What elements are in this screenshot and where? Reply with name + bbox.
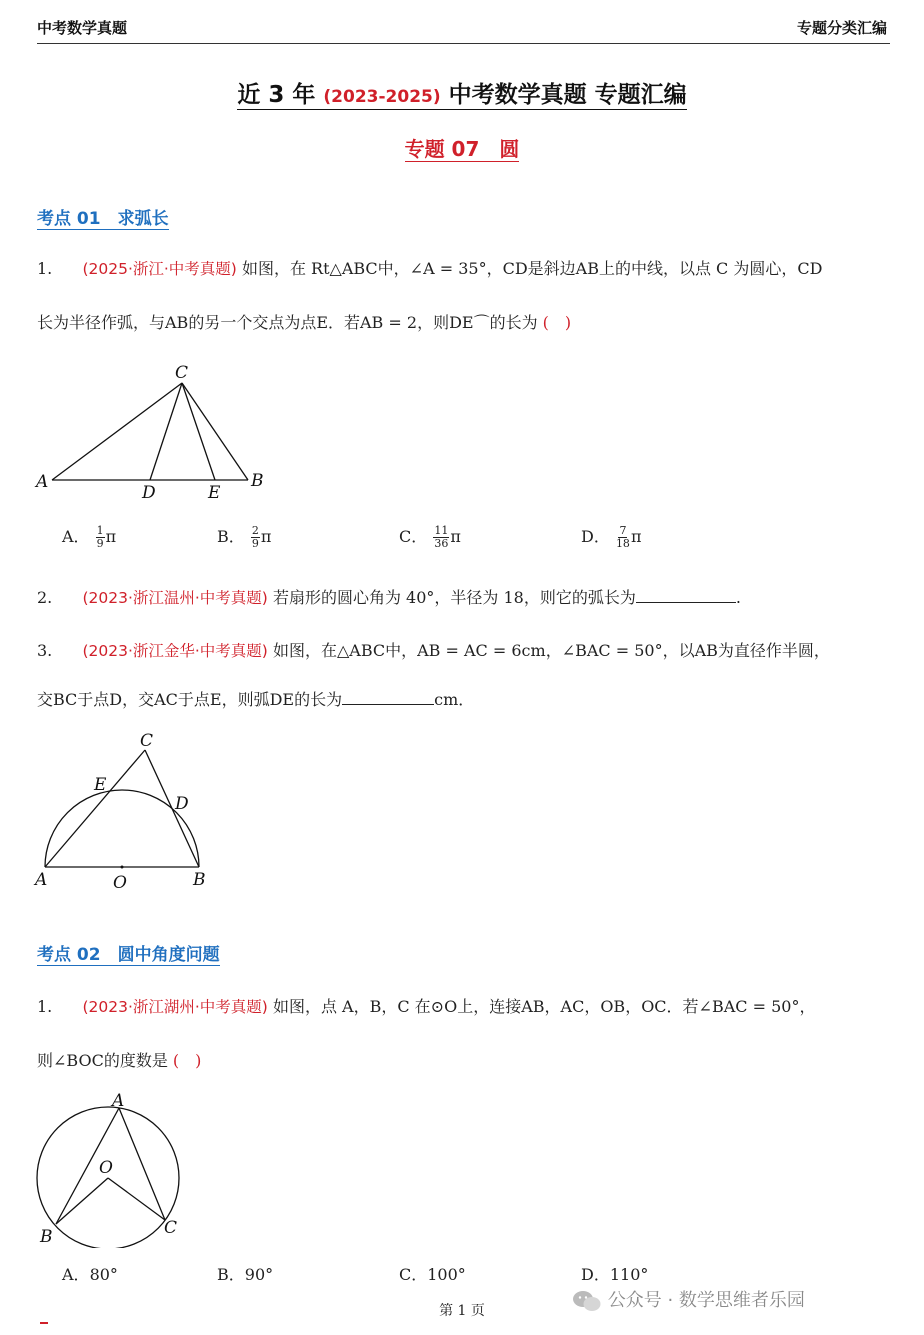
- segment-cb: [145, 750, 199, 867]
- s1-q2-source: (2023·浙江温州·中考真题): [82, 589, 268, 607]
- s1-q1-answer-paren: ( ): [542, 313, 572, 332]
- label-b: B: [40, 1227, 53, 1247]
- title-prefix: 近 3 年: [237, 82, 316, 108]
- option-letter: A．: [62, 527, 90, 546]
- fraction-denominator: 18: [615, 537, 630, 550]
- s1-q3-source: (2023·浙江金华·中考真题): [82, 642, 268, 660]
- s1-q3-figure: [30, 728, 220, 893]
- label-o: O: [113, 873, 127, 893]
- option-letter: B．: [217, 1265, 245, 1284]
- option-letter: D．: [581, 527, 610, 546]
- s2-q1-figure: [28, 1088, 198, 1248]
- label-a: A: [36, 472, 49, 492]
- option-fraction: [96, 525, 105, 550]
- segment-cb: [182, 383, 248, 480]
- option-letter: D．: [581, 1265, 610, 1284]
- s1-q1-text1: 如图，在 Rt△ABC中，∠A = 35°，CD是斜边AB上的中线，以点 C 为圆心，CD: [241, 259, 823, 278]
- title-years: (2023-2025): [323, 87, 441, 107]
- header-rule: [37, 43, 890, 44]
- label-c: C: [175, 363, 189, 383]
- s1-q1-number: 1.: [37, 259, 53, 278]
- s1-q1-text2: 长为半径作弧，与AB的另一个交点为点E．若AB = 2，则DE⌒的长为: [37, 313, 538, 332]
- label-e: E: [208, 483, 221, 503]
- option-pi: π: [630, 527, 642, 546]
- option-pi: π: [105, 527, 117, 546]
- option-letter: B．: [217, 527, 245, 546]
- s2-q1-line2: [37, 1050, 201, 1072]
- label-d: D: [175, 794, 189, 814]
- s2-q1-option-d[interactable]: [581, 1262, 648, 1285]
- s1-q1-option-c[interactable]: [399, 524, 461, 550]
- s1-q2-number: 2.: [37, 588, 53, 607]
- s2-q1-text1: 如图，点 A，B，C 在⊙O上，连接AB，AC，OB，OC．若∠BAC = 50°，: [272, 997, 816, 1016]
- label-b: B: [193, 870, 206, 890]
- s1-q1-source: (2025·浙江·中考真题): [82, 260, 237, 278]
- label-c: C: [164, 1218, 178, 1238]
- option-value: 80°: [89, 1265, 118, 1284]
- s2-q1-answer-paren: ( ): [172, 1051, 202, 1070]
- label-d: D: [142, 483, 156, 503]
- fraction-numerator: 7: [619, 524, 627, 537]
- s1-q2-text: 若扇形的圆心角为 40°，半径为 18，则它的弧长为: [272, 588, 636, 607]
- header-left: 中考数学真题: [37, 19, 128, 37]
- option-pi: π: [450, 527, 461, 546]
- s2-q1-source: (2023·浙江湖州·中考真题): [82, 998, 268, 1016]
- page-title: [237, 82, 686, 110]
- label-b: B: [251, 471, 264, 491]
- s1-q1-option-d[interactable]: [581, 524, 641, 550]
- s1-q3-line2: [37, 688, 474, 711]
- segment-ob: [56, 1178, 108, 1224]
- segment-ac: [52, 383, 182, 480]
- label-c: C: [140, 731, 154, 751]
- section1-heading: 考点 01 求弧长: [37, 209, 169, 229]
- wechat-icon: [572, 1289, 602, 1313]
- s1-q1-line1: [37, 258, 822, 280]
- s2-q1-number: 1.: [37, 997, 53, 1016]
- fraction-numerator: 11: [434, 524, 449, 537]
- option-fraction: [433, 525, 449, 550]
- section2-heading: 考点 02 圆中角度问题: [37, 945, 220, 965]
- s1-q1-line2: [37, 312, 571, 334]
- fraction-numerator: 2: [251, 524, 259, 537]
- option-fraction: [251, 525, 260, 550]
- s1-q3-unit: cm．: [434, 690, 475, 709]
- s2-q1-option-c[interactable]: [399, 1262, 466, 1285]
- s1-q3-answer-blank[interactable]: [342, 688, 434, 705]
- option-fraction: [616, 525, 630, 550]
- fraction-numerator: 1: [96, 524, 104, 537]
- s1-q3-line1: [37, 640, 830, 662]
- title-suffix: 中考数学真题 专题汇编: [448, 82, 687, 108]
- option-value: 90°: [244, 1265, 274, 1284]
- s1-q3-number: 3.: [37, 641, 53, 660]
- s2-q1-option-b[interactable]: [217, 1262, 273, 1285]
- s1-q1-option-b[interactable]: [217, 524, 271, 550]
- option-letter: C．: [399, 527, 428, 546]
- corner-mark: [40, 1322, 48, 1324]
- s1-q2-end: .: [735, 588, 741, 607]
- option-value: 100°: [427, 1265, 466, 1284]
- segment-cd: [150, 383, 182, 480]
- label-a: A: [112, 1091, 125, 1111]
- s1-q2-line: [37, 586, 741, 609]
- fraction-denominator: 36: [434, 537, 449, 550]
- label-o: O: [99, 1158, 113, 1178]
- s2-q1-line1: [37, 996, 815, 1018]
- s1-q3-text1: 如图，在△ABC中，AB = AC = 6cm，∠BAC = 50°，以AB为直径作半圆，: [272, 641, 830, 660]
- page-number: 第 1 页: [439, 1303, 485, 1319]
- s2-q1-option-a[interactable]: [62, 1262, 118, 1285]
- watermark: [572, 1286, 805, 1313]
- segment-ce: [182, 383, 215, 480]
- s1-q3-text2: 交BC于点D，交AC于点E，则弧DE的长为: [37, 690, 343, 709]
- fraction-denominator: 9: [96, 537, 104, 550]
- s1-q1-option-a[interactable]: [62, 524, 116, 550]
- label-e: E: [94, 775, 107, 795]
- option-value: 110°: [609, 1265, 649, 1284]
- option-letter: C．: [399, 1265, 428, 1284]
- watermark-text: 公众号 · 数学思维者乐园: [607, 1290, 805, 1311]
- option-pi: π: [260, 527, 272, 546]
- header-right: 专题分类汇编: [796, 19, 887, 37]
- page-subtitle: 专题 07 圆: [404, 137, 520, 161]
- fraction-denominator: 9: [251, 537, 259, 550]
- s1-q1-figure: [30, 358, 280, 503]
- s2-q1-text2: 则∠BOC的度数是: [37, 1051, 168, 1070]
- option-letter: A．: [62, 1265, 90, 1284]
- label-a: A: [35, 870, 48, 890]
- segment-ac: [45, 750, 145, 867]
- s1-q2-answer-blank[interactable]: [636, 586, 736, 603]
- center-o-point: [121, 866, 124, 869]
